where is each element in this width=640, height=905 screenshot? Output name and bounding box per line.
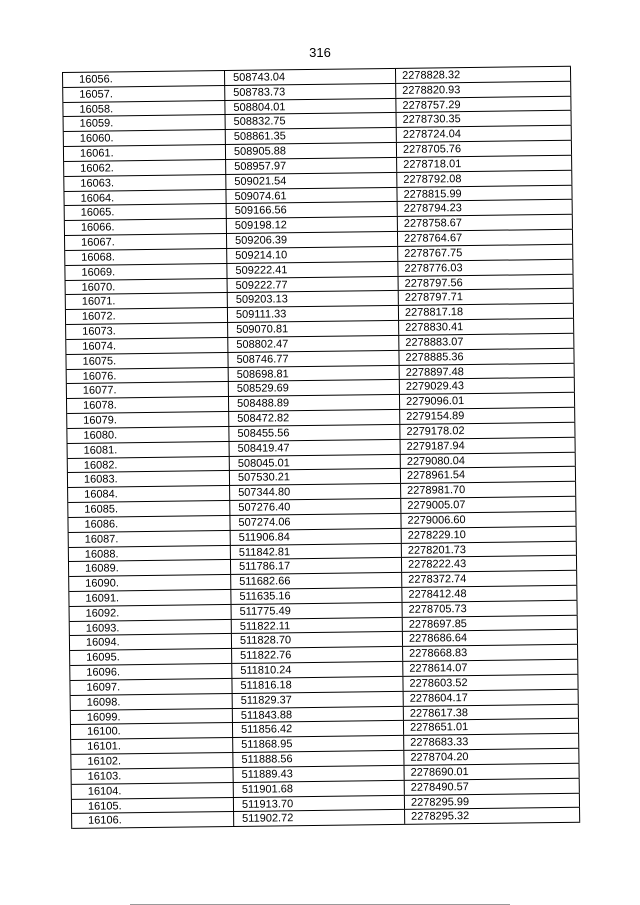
x-coordinate-cell: 509166.56 [227, 202, 398, 218]
point-number-cell: 16099. [71, 709, 233, 725]
point-number-cell: 16105. [72, 798, 234, 814]
point-number-cell: 16066. [65, 219, 227, 235]
point-number-cell: 16098. [71, 694, 233, 710]
point-number-cell: 16089. [69, 560, 231, 576]
y-coordinate-cell: 2278764.67 [398, 230, 573, 246]
y-coordinate-cell: 2278961.54 [401, 467, 576, 483]
x-coordinate-cell: 508957.97 [226, 158, 397, 174]
point-number-cell: 16104. [72, 783, 234, 799]
y-coordinate-cell: 2278794.23 [398, 200, 573, 216]
y-coordinate-cell: 2278704.20 [404, 749, 579, 765]
point-number-cell: 16069. [65, 264, 227, 280]
x-coordinate-cell: 507274.06 [230, 514, 401, 530]
y-coordinate-cell: 2278767.75 [398, 245, 573, 261]
x-coordinate-cell: 511906.84 [231, 529, 402, 545]
y-coordinate-cell: 2278776.03 [398, 260, 573, 276]
x-coordinate-cell: 511816.18 [232, 677, 403, 693]
x-coordinate-cell: 508529.69 [229, 380, 400, 396]
point-number-cell: 16060. [64, 130, 226, 146]
point-number-cell: 16077. [67, 382, 229, 398]
y-coordinate-cell: 2278603.52 [403, 675, 578, 691]
x-coordinate-cell: 508783.73 [225, 84, 396, 100]
point-number-cell: 16063. [64, 175, 226, 191]
point-number-cell: 16076. [67, 368, 229, 384]
point-number-cell: 16070. [66, 279, 228, 295]
point-number-cell: 16062. [64, 160, 226, 176]
y-coordinate-cell: 2279080.04 [401, 452, 576, 468]
y-coordinate-cell: 2278222.43 [402, 556, 577, 572]
y-coordinate-cell: 2278201.73 [402, 541, 577, 557]
x-coordinate-cell: 508743.04 [225, 69, 396, 85]
point-number-cell: 16087. [69, 531, 231, 547]
x-coordinate-cell: 509198.12 [227, 217, 398, 233]
point-number-cell: 16074. [66, 338, 228, 354]
x-coordinate-cell: 511682.66 [231, 573, 402, 589]
x-coordinate-cell: 509214.10 [227, 247, 398, 263]
x-coordinate-cell: 508832.75 [226, 113, 397, 129]
y-coordinate-cell: 2278490.57 [405, 778, 580, 794]
x-coordinate-cell: 511889.43 [234, 766, 405, 782]
x-coordinate-cell: 511901.68 [234, 781, 405, 797]
point-number-cell: 16088. [69, 545, 231, 561]
x-coordinate-cell: 511842.81 [231, 543, 402, 559]
point-number-cell: 16096. [70, 664, 232, 680]
point-number-cell: 16079. [67, 412, 229, 428]
x-coordinate-cell: 509222.41 [227, 262, 398, 278]
x-coordinate-cell: 511810.24 [232, 662, 403, 678]
x-coordinate-cell: 507530.21 [230, 469, 401, 485]
x-coordinate-cell: 511913.70 [234, 795, 405, 811]
point-number-cell: 16078. [67, 397, 229, 413]
point-number-cell: 16058. [63, 101, 225, 117]
point-number-cell: 16092. [70, 605, 232, 621]
y-coordinate-cell: 2279187.94 [401, 437, 576, 453]
point-number-cell: 16065. [65, 204, 227, 220]
y-coordinate-cell: 2278617.38 [404, 704, 579, 720]
point-number-cell: 16072. [66, 308, 228, 324]
y-coordinate-cell: 2278697.85 [403, 615, 578, 631]
y-coordinate-cell: 2278690.01 [405, 764, 580, 780]
point-number-cell: 16083. [68, 471, 230, 487]
y-coordinate-cell: 2278295.99 [405, 793, 580, 809]
point-number-cell: 16085. [68, 501, 230, 517]
y-coordinate-cell: 2278817.18 [399, 304, 574, 320]
x-coordinate-cell: 508419.47 [230, 440, 401, 456]
point-number-cell: 16071. [66, 293, 228, 309]
y-coordinate-cell: 2278797.56 [399, 274, 574, 290]
y-coordinate-cell: 2278705.73 [403, 601, 578, 617]
x-coordinate-cell: 507344.80 [230, 484, 401, 500]
x-coordinate-cell: 509222.77 [228, 276, 399, 292]
point-number-cell: 16090. [69, 575, 231, 591]
x-coordinate-cell: 508455.56 [229, 425, 400, 441]
x-coordinate-cell: 511786.17 [231, 558, 402, 574]
x-coordinate-cell: 508802.47 [228, 336, 399, 352]
x-coordinate-cell: 507276.40 [230, 499, 401, 515]
point-number-cell: 16057. [63, 86, 225, 102]
point-number-cell: 16068. [65, 249, 227, 265]
y-coordinate-cell: 2278885.36 [399, 348, 574, 364]
x-coordinate-cell: 508698.81 [229, 365, 400, 381]
x-coordinate-cell: 509021.54 [226, 173, 397, 189]
y-coordinate-cell: 2279178.02 [400, 423, 575, 439]
y-coordinate-cell: 2278372.74 [402, 571, 577, 587]
x-coordinate-cell: 509206.39 [227, 232, 398, 248]
y-coordinate-cell: 2278792.08 [397, 171, 572, 187]
point-number-cell: 16067. [65, 234, 227, 250]
y-coordinate-cell: 2278683.33 [404, 734, 579, 750]
y-coordinate-cell: 2278705.76 [397, 141, 572, 157]
point-number-cell: 16056. [63, 71, 225, 87]
x-coordinate-cell: 509111.33 [228, 306, 399, 322]
point-number-cell: 16101. [71, 738, 233, 754]
page-number: 316 [309, 45, 331, 60]
y-coordinate-cell: 2278229.10 [402, 526, 577, 542]
point-number-cell: 16082. [68, 457, 230, 473]
point-number-cell: 16064. [64, 190, 226, 206]
y-coordinate-cell: 2279029.43 [400, 378, 575, 394]
y-coordinate-cell: 2278815.99 [397, 185, 572, 201]
y-coordinate-cell: 2278412.48 [402, 586, 577, 602]
y-coordinate-cell: 2279005.07 [401, 497, 576, 513]
y-coordinate-cell: 2278724.04 [397, 126, 572, 142]
y-coordinate-cell: 2278668.83 [403, 645, 578, 661]
point-number-cell: 16102. [71, 753, 233, 769]
x-coordinate-cell: 508905.88 [226, 143, 397, 159]
point-number-cell: 16094. [70, 634, 232, 650]
point-number-cell: 16086. [68, 516, 230, 532]
point-number-cell: 16106. [72, 812, 234, 828]
point-number-cell: 16091. [69, 590, 231, 606]
x-coordinate-cell: 509070.81 [228, 321, 399, 337]
y-coordinate-cell: 2278758.67 [398, 215, 573, 231]
x-coordinate-cell: 511856.42 [233, 721, 404, 737]
y-coordinate-cell: 2278718.01 [397, 156, 572, 172]
x-coordinate-cell: 511902.72 [234, 810, 405, 826]
y-coordinate-cell: 2278830.41 [399, 319, 574, 335]
point-number-cell: 16097. [70, 679, 232, 695]
point-number-cell: 16075. [66, 353, 228, 369]
y-coordinate-cell: 2278757.29 [396, 96, 571, 112]
x-coordinate-cell: 508746.77 [228, 351, 399, 367]
x-coordinate-cell: 511775.49 [232, 603, 403, 619]
x-coordinate-cell: 508861.35 [226, 128, 397, 144]
y-coordinate-cell: 2279096.01 [400, 393, 575, 409]
y-coordinate-cell: 2278604.17 [404, 690, 579, 706]
y-coordinate-cell: 2279006.60 [401, 512, 576, 528]
y-coordinate-cell: 2279154.89 [400, 408, 575, 424]
point-number-cell: 16093. [70, 620, 232, 636]
point-number-cell: 16095. [70, 649, 232, 665]
x-coordinate-cell: 511828.70 [232, 632, 403, 648]
x-coordinate-cell: 511822.11 [232, 618, 403, 634]
y-coordinate-cell: 2278651.01 [404, 719, 579, 735]
y-coordinate-cell: 2278797.71 [399, 289, 574, 305]
x-coordinate-cell: 509203.13 [228, 291, 399, 307]
y-coordinate-cell: 2278730.35 [397, 111, 572, 127]
y-coordinate-cell: 2278883.07 [399, 334, 574, 350]
point-number-cell: 16080. [67, 427, 229, 443]
point-number-cell: 16103. [72, 768, 234, 784]
y-coordinate-cell: 2278686.64 [403, 630, 578, 646]
x-coordinate-cell: 511868.95 [233, 736, 404, 752]
coordinate-table [62, 66, 580, 829]
point-number-cell: 16081. [68, 442, 230, 458]
x-coordinate-cell: 508488.89 [229, 395, 400, 411]
x-coordinate-cell: 509074.61 [226, 188, 397, 204]
x-coordinate-cell: 511843.88 [233, 706, 404, 722]
y-coordinate-cell: 2278820.93 [396, 82, 571, 98]
y-coordinate-cell: 2278828.32 [396, 67, 571, 83]
point-number-cell: 16061. [64, 145, 226, 161]
x-coordinate-cell: 508804.01 [225, 99, 396, 115]
point-number-cell: 16084. [68, 486, 230, 502]
y-coordinate-cell: 2278981.70 [401, 482, 576, 498]
x-coordinate-cell: 511888.56 [233, 751, 404, 767]
x-coordinate-cell: 511829.37 [233, 692, 404, 708]
point-number-cell: 16100. [71, 723, 233, 739]
y-coordinate-cell: 2278614.07 [403, 660, 578, 676]
point-number-cell: 16073. [66, 323, 228, 339]
y-coordinate-cell: 2278897.48 [400, 363, 575, 379]
x-coordinate-cell: 511822.76 [232, 647, 403, 663]
y-coordinate-cell: 2278295.32 [405, 808, 580, 824]
x-coordinate-cell: 511635.16 [231, 588, 402, 604]
x-coordinate-cell: 508045.01 [230, 454, 401, 470]
point-number-cell: 16059. [64, 115, 226, 131]
x-coordinate-cell: 508472.82 [229, 410, 400, 426]
